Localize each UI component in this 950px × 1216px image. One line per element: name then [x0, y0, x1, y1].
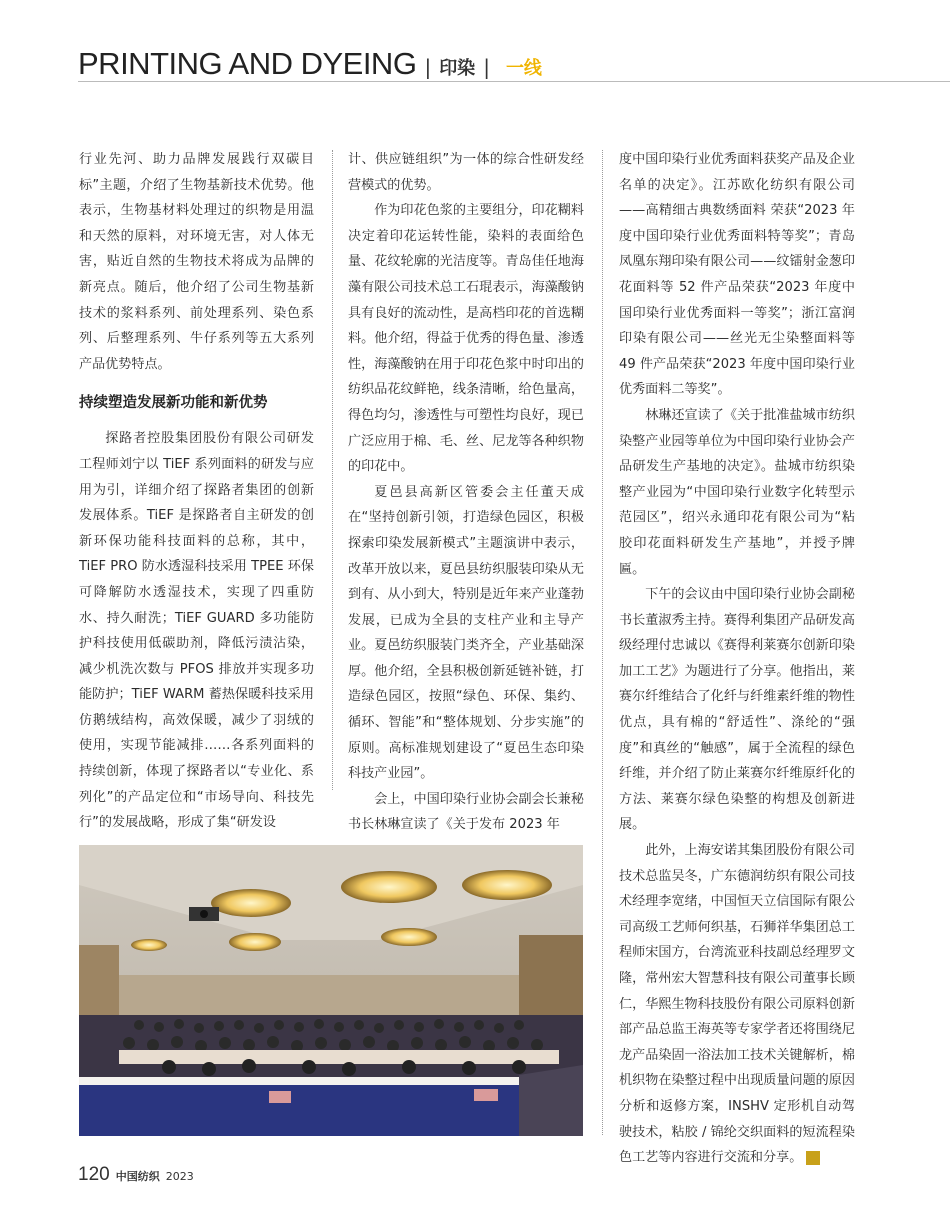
- paragraph-text: 此外，上海安诺其集团股份有限公司技术总监吴冬，广东德润纺织有限公司技术经理李宽绪，中国恒天立信国际有限公司高级工艺师何织基，石狮祥华集团总工程师宋国方，台湾流亚科技副总经理罗文隆，常州宏大智慧科技有限公司董事长顾仁，华熙生物科技股份有限公司原料创新部产品总监王海英等专家学者还将围绕尼龙产品染固一浴法加工技术关键解析，棉机织物在染整过程中出现质量问题的原因分析和返修方案，INSHV 定形机自动驾驶技术，粘胶 / 锦纶交织面料的短流程染色工艺等内容进行交流和分享。: [619, 843, 855, 1166]
- paragraph: 作为印花色浆的主要组分，印花糊料决定着印花运转性能，染料的表面给色量、花纹轮廓的光洁度等。青岛佳任地海藻有限公司技术总工石琨表示，海藻酸钠具有良好的流动性，是高档印花的首选糊料。他介绍，得益于优秀的得色量、渗透性，海藻酸钠在用于印花色浆中时印出的纺织品花纹鲜艳，线条清晰，给色量高，得色均匀，渗透性与可塑性均良好，现已广泛应用于棉、毛、丝、尼龙等各种织物的印花中。: [348, 203, 584, 475]
- section-category: 一线: [505, 58, 542, 79]
- header-rule: [78, 81, 950, 82]
- section-title-cn: 印染: [439, 58, 476, 79]
- page-header: [78, 46, 542, 82]
- page-number: 120: [78, 1164, 110, 1185]
- paragraph: 计、供应链组织”为一体的综合性研发经营模式的优势。: [348, 152, 584, 193]
- magazine-name: 中国纺织: [115, 1170, 160, 1183]
- paragraph: 度中国印染行业优秀面料获奖产品及企业名单的决定》。江苏欧化纺织有限公司——高精细古典数绣面料 荣获“2023 年度中国印染行业优秀面料特等奖”；青岛凤凰东翔印染有限公司——纹镭射金葱印花面料等 52 件产品荣获“2023 年度中国印染行业优秀面料一等奖”；浙江富润印染有限公司——丝光无尘染整面料等 49 件产品荣获“2023 年度中国印染行业优秀面料二等奖”。: [619, 152, 855, 398]
- section-heading: 持续塑造发展新功能和新优势: [79, 395, 268, 412]
- page-footer: [78, 1164, 194, 1186]
- paragraph: 林琳还宣读了《关于批准盐城市纺织染整产业园等单位为中国印染行业协会产品研发生产基地的决定》。盐城市纺织染整产业园为“中国印染行业数字化转型示范园区”，绍兴永通印花有限公司为“粘胶印花面料研发生产基地”，并授予牌匾。: [619, 407, 855, 577]
- issue-year: 2023: [165, 1170, 194, 1183]
- header-separator-2: |: [483, 55, 490, 79]
- paragraph: [619, 838, 855, 1171]
- column-divider: [602, 150, 603, 1135]
- header-separator: |: [424, 55, 432, 79]
- article-column-3: [619, 147, 855, 1171]
- article-column-2: [348, 147, 584, 838]
- paragraph: 探路者控股集团股份有限公司研发工程师刘宁以 TiEF 系列面料的研发与应用为引，详细介绍了探路者集团的创新发展体系。TiEF 是探路者自主研发的创新环保功能科技面料的总称，其中，TiEF PRO 防水透湿科技采用 TPEE 环保可降解防水透湿技术，实现了四重防水、持久耐洗；TiEF GUARD 多功能防护科技使用低碳助剂，降低污渍沾染，减少机洗次数与 PFOS 排放并实现多功能防护；TiEF WARM 蓄热保暖科技采用仿鹅绒结构，高效保暖，减少了羽绒的使用，实现节能减排……各系列面料的持续创新，体现了探路者以“专业化、系列化”的产品定位和“市场导向、科技先行”的发展战略，形成了集“研发设: [79, 431, 314, 831]
- paragraph: 行业先河、助力品牌发展践行双碳目标”主题，介绍了生物基新技术优势。他表示，生物基材料处理过的织物是用温和天然的原料，对环境无害，对人体无害，贴近自然的生物技术将成为品牌的新亮点。随后，他介绍了公司生物基新技术的浆料系列、前处理系列、染色系列、后整理系列、牛仔系列等五大系列产品优势特点。: [79, 152, 314, 372]
- paragraph: 会上，中国印染行业协会副会长兼秘书长林琳宣读了《关于发布 2023 年: [348, 791, 584, 833]
- section-title-en: PRINTING AND DYEING: [78, 46, 417, 81]
- paragraph: 夏邑县高新区管委会主任董天成在“坚持创新引领，打造绿色园区，积极探索印染发展新模式”主题演讲中表示，改革开放以来，夏邑县纺织服装印染从无到有、从小到大，特别是近年来产业蓬勃发展，已成为全县的支柱产业和主导产业。夏邑纺织服装门类齐全，产业基础深厚。他介绍，全县积极创新延链补链，打造绿色园区，按照“绿色、环保、集约、循环、智能”和“整体规划、分步实施”的原则。高标准规划建设了“夏邑生态印染科技产业园”。: [348, 484, 584, 782]
- paragraph: 下午的会议由中国印染行业协会副秘书长董淑秀主持。赛得利集团产品研发高级经理付忠诚以《赛得利莱赛尔创新印染加工工艺》为题进行了分享。他指出，莱赛尔纤维结合了化纤与纤维素纤维的物性优点，具有棉的“舒适性”、涤纶的“强度”和真丝的“触感”，属于全流程的绿色纤维，并介绍了防止莱赛尔纤维原纤化的方法、莱赛尔绿色染整的构想及创新进展。: [619, 587, 855, 833]
- end-of-article-mark: [806, 1151, 820, 1165]
- article-column-1: [79, 147, 314, 836]
- column-divider: [332, 150, 333, 790]
- conference-photo: [79, 845, 583, 1136]
